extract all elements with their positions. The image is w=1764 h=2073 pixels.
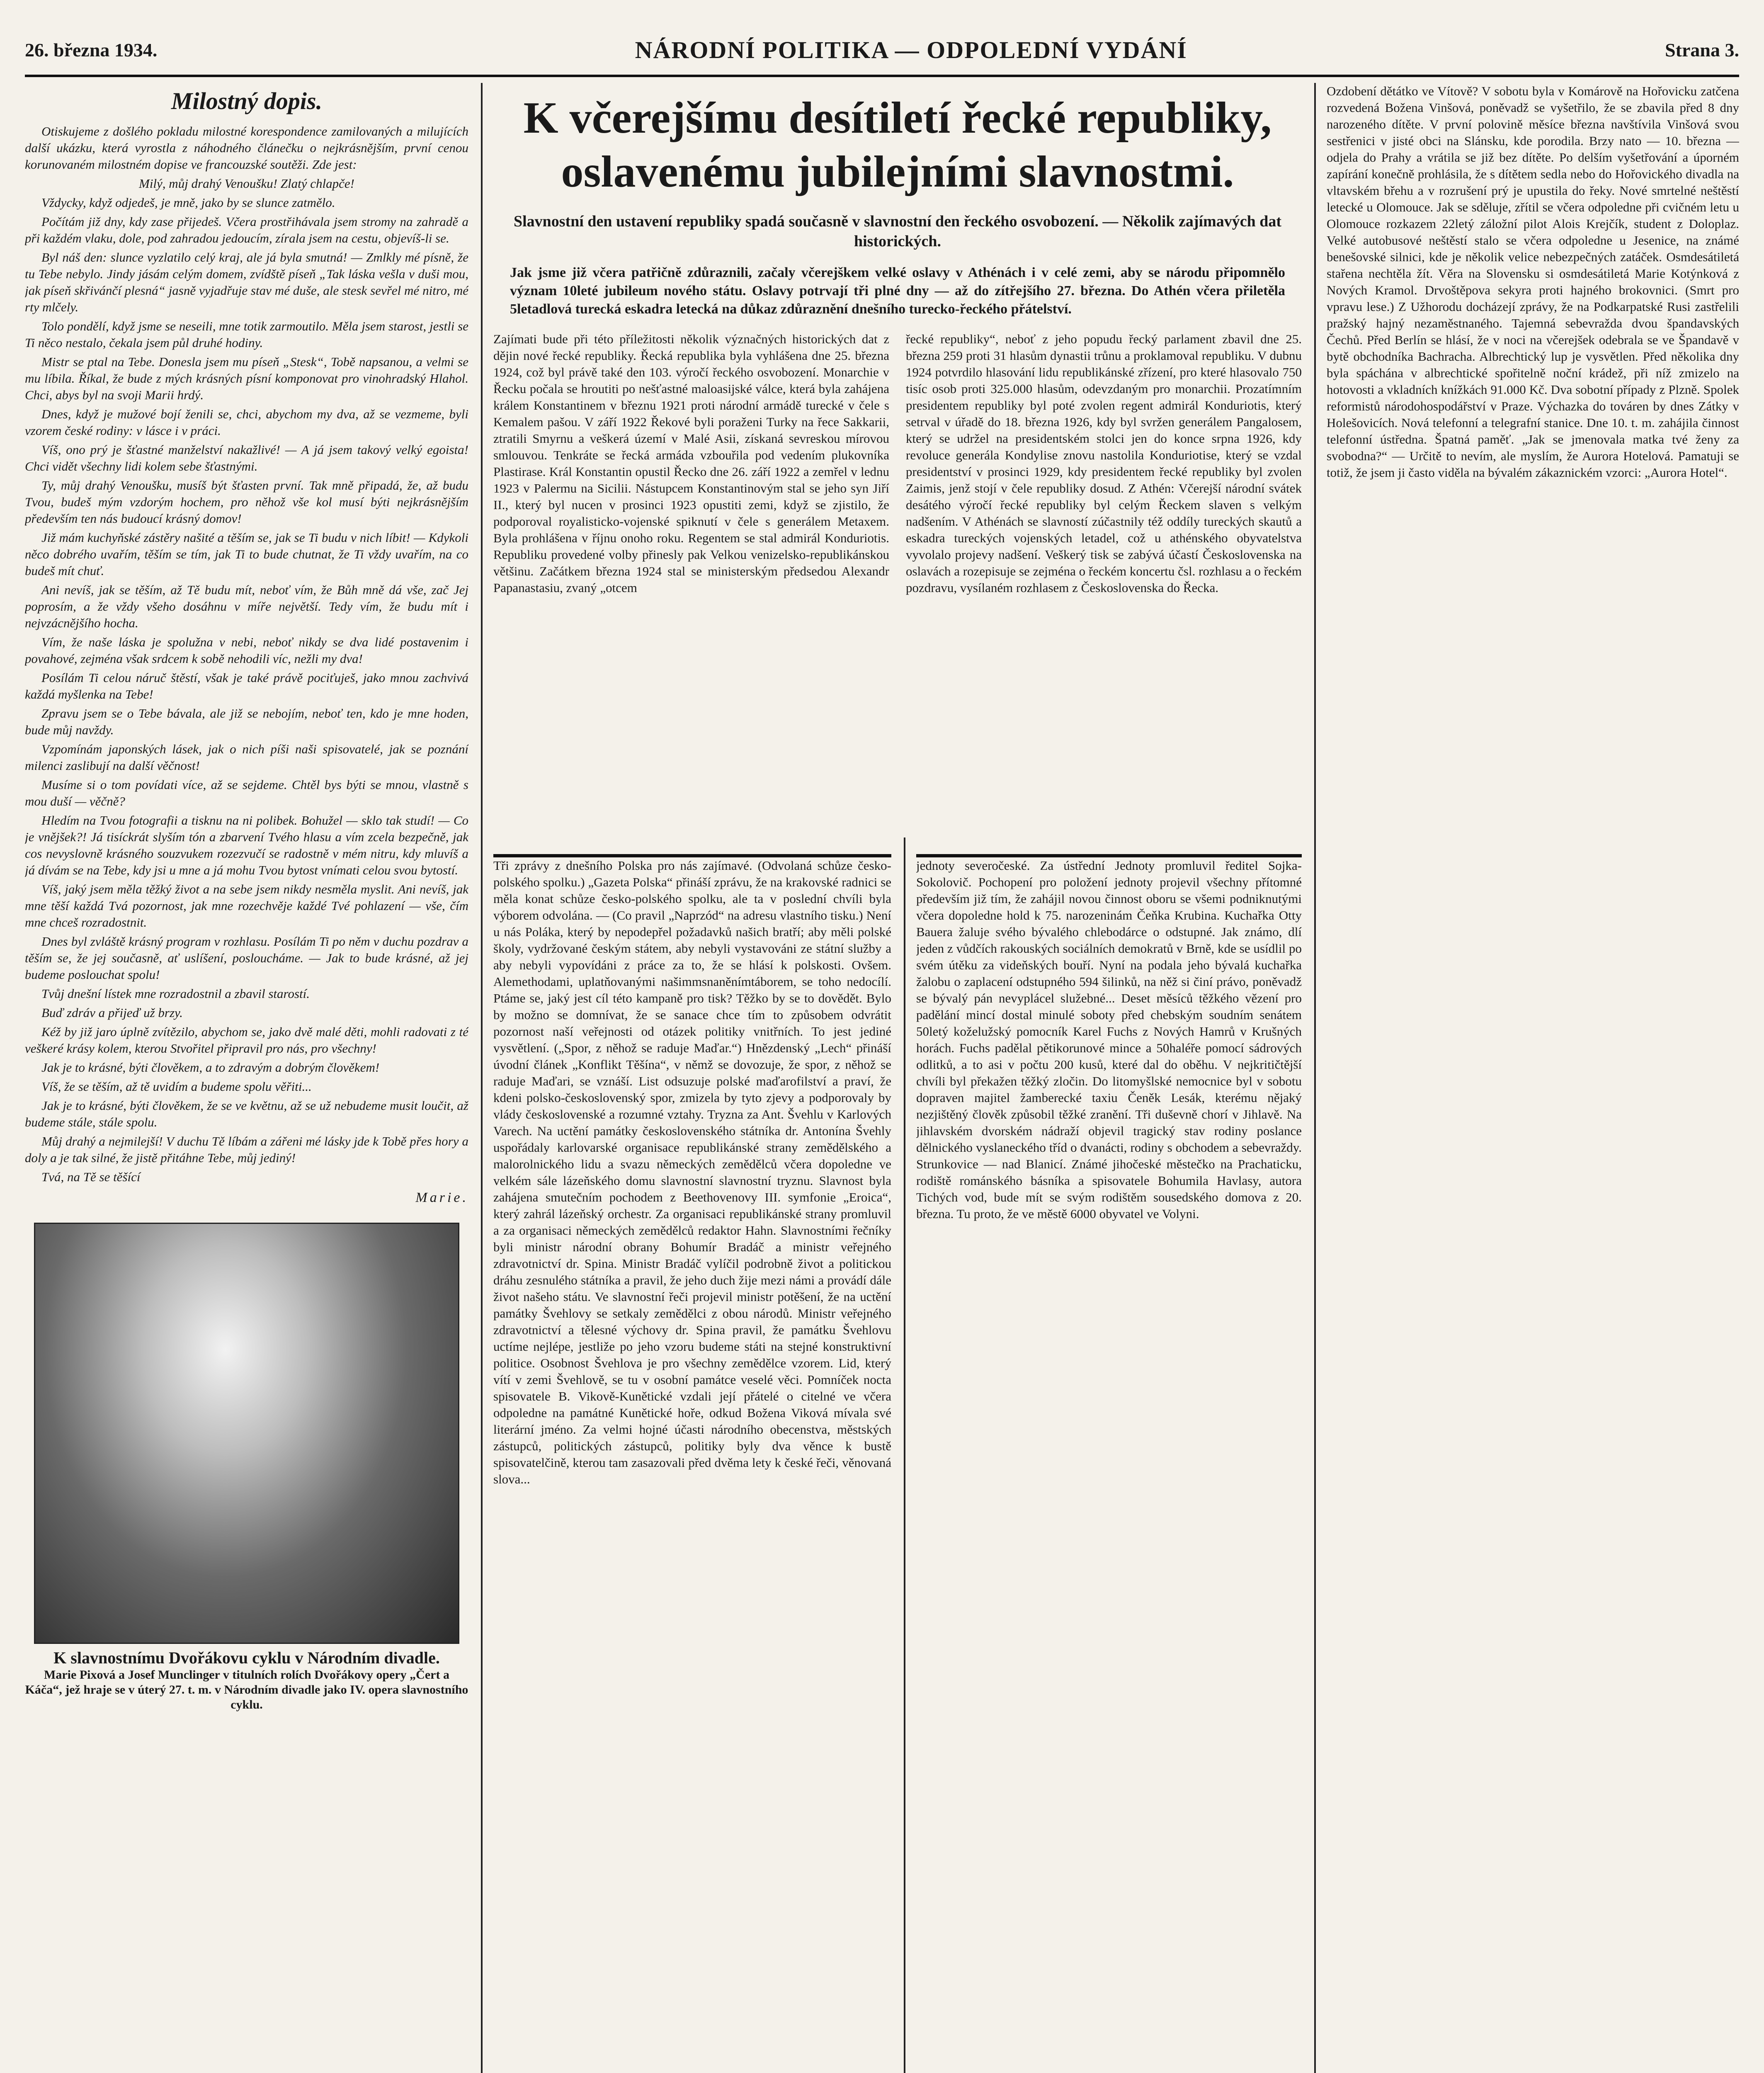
issue-date: 26. března 1934.: [25, 39, 158, 61]
love-letter-greeting: Milý, můj drahý Venoušku! Zlatý chlapče!: [139, 176, 354, 191]
article-title-love-letter: Milostný dopis.: [171, 87, 323, 114]
love-letter-paragraph: Již mám kuchyňské zástěry našité a těším se, jak se Ti budu v nich líbit! — Kdykoli něco dobrého uvařím, těším se tím, jak Ti to bude chutnat, že Ti vždy uvařím, na co budeš mít chuť.: [25, 530, 468, 578]
paper-title: NÁRODNÍ POLITIKA — ODPOLEDNÍ VYDÁNÍ: [635, 36, 1187, 63]
love-letter-paragraph: Vždycky, když odjedeš, je mně, jako by se slunce zatmělo.: [41, 195, 335, 210]
love-letter-paragraph: Počítám již dny, kdy zase přijedeš. Včera prostřihávala jsem stromy na zahradě a při každém vlaku, dole, pod zahradou jedoucím, zírala jsem na cestu, objevíš-li se.: [25, 214, 468, 245]
greek-republic-article: [493, 83, 1302, 829]
main-article-col-a: Zajímati bude při této příležitosti několik význačných historických dat z dějin nové řecké republiky. Řecká republika byla vyhlášena dne 25. března 1924, což byl právě také den 103. výročí řeckého osvobození. Monarchie v Řecku počala se hroutiti po nešťastné maloasijské válce, která byla zahájena králem Konstantinem v březnu 1921 proti národní armádě turecké v čele s Kemalem pašou. V září 1922 Řekové byli poraženi Turky na řece Sakkarii, ztratili Smyrnu a veškerá území v Malé Asii, získaná sevreskou mírovou smlouvou. Tenkráte se řecká armáda vzbouřila pod vedením plukovníka Plastirase. Král Konstantin opustil Řecko dne 26. září 1922 a zemřel v lednu 1923 v Palermu na Sicilii. Nástupcem Konstantinovým stal se jeho syn Jiří II., který byl nucen v prosinci 1923 opustiti zemi, když se zjistilo, že podporoval royalisticko-vojenské spiknutí v čele s generálem Metaxem. Byla prohlášena v říjnu onoho roku. Regentem se stal admirál Konduriotis. Republiku provedené volby přinesly pak Velkou venizelsko-republikánskou většinu. Začátkem března 1924 stal se ministerským předsedou Alexandr Papanastasiu, zvaný „otcem: [493, 332, 889, 595]
love-letter-paragraph: Víš, že se těším, až tě uvidím a budeme spolu věřiti...: [41, 1079, 312, 1094]
love-letter-paragraph: Musíme si o tom povídati více, až se sejdeme. Chtěl bys býti se mnou, vlastně s mou duší — věčně?: [25, 777, 468, 808]
love-letter-paragraph: Víš, ono prý je šťastné manželství nakažlivé! — A já jsem takový velký egoista! Chci vidět všechny lidi kolem sebe šťastnými.: [25, 442, 468, 473]
love-letter-paragraph: Buď zdráv a přijeď už brzy.: [41, 1005, 183, 1020]
photo-caption: Marie Pixová a Josef Munclinger v titulních rolích Dvořákovy opery „Čert a Káča“, jež hraje se v úterý 27. t. m. v Národním divadle jako IV. opera slavnostního cyklu.: [25, 1668, 468, 1711]
love-letter-paragraph: Víš, jaký jsem měla těžký život a na sebe jsem nikdy nesměla myslit. Ani nevíš, jak mne těší každá Tvá pozornost, jak mne rozechvěje každé Tvé pohlazení — vše, čím mne chceš rozradostnit.: [25, 882, 468, 930]
love-letter-paragraph: Tolo pondělí, když jsme se neseili, mne totik zarmoutilo. Měla jsem starost, jestli se Ti něco nestalo, čekala jsem půl druhé hodiny.: [25, 319, 468, 350]
main-headline: K včerejšímu desítiletí řecké republiky, oslavenému jubilejními slavnostmi.: [523, 93, 1272, 197]
love-letter-paragraph: Hledím na Tvou fotografii a tisknu na ni polibek. Bohužel — sklo tak studí! — Co je vnějšek?! Já tisíckrát slyším tón a zbarvení Tvého hlasu a vím zcela bezpečně, jak cos nevyslovně krásného souzvukem rozezvučí se radostně v mém nitru, kdy mluvíš a já dívám se na Tebe, kdy jsi u mne a já mohu Tvou bytost vnímati celou svou bytostí.: [25, 813, 468, 877]
love-letter-paragraph: Kéž by již jaro úplně zvítězilo, abychom se, jako dvě malé děti, mohli radovati z té veškeré krásy kolem, kterou Stvořitel připravil pro nás, pro všechny!: [25, 1024, 468, 1056]
love-letter-paragraph: Jak je to krásné, býti člověkem, a to zdravým a dobrým člověkem!: [41, 1060, 380, 1075]
news-separator: [916, 854, 1302, 857]
love-letter-paragraph: Jak je to krásné, býti člověkem, že se ve květnu, až se už nebudeme musit loučit, až budeme stále, stále spolu.: [25, 1098, 468, 1129]
love-letter-paragraph: Tvůj dnešní lístek mne rozradostnil a zbavil starostí.: [41, 986, 310, 1001]
main-subhead: Slavnostní den ustavení republiky spadá současně v slavnostní den řeckého osvobození. — Několik zajímavých dat historických.: [513, 213, 1282, 250]
main-article-col-b: řecké republiky“, neboť z jeho popudu řecký parlament zbavil dne 25. března 259 proti 31 hlasům dynastii trůnu a proklamoval republiku. V dubnu 1924 potvrdilo hlasování lidu republikánské zřízení, pro které hlasovalo 750 tisíc osob proti 325.000 hlasům, odevzdaným pro monarchii. Prozatímním presidentem republiky byl poté zvolen regent admirál Konduriotis, který setrval v úřadě do 18. března 1926, kdy byl svržen generálem Pangalosem, který se udržel na presidentském stolci jen do konce srpna 1926, kdy revoluce generála Kondylise znovu nastolila Konduriotise, který se vzdal presidentství v prosinci 1929, kdy presidentem řecké republiky byl zvolen Zaimis, jenž stojí v čele republiky dosud. Z Athén: Včerejší národní svátek desátého výročí řecké republiky byl celým Řeckem slaven s velkým nadšením. V Athénách se slavností zúčastnily též oddíly tureckých skautů a eskadra tureckých vojenských letadel, což u athénského obyvatelstva vyvolalo projevy nadšení. Veškerý tisk se zabývá účastí Československa na oslavách a rozepisuje se zejména o řeckém koncertu čsl. rozhlasu a o řeckém pozdravu, vysílaném rozhlasem z Československa do Řecka.: [906, 332, 1302, 595]
love-letter-paragraph: Vím, že naše láska je spolužna v nebi, neboť nikdy se dva lidé postavenim i povahové, zejména však srdcem k sobě nehodili víc, nežli my dva!: [25, 635, 468, 666]
love-letter-signature: Marie.: [415, 1190, 468, 1205]
news-column-right: [916, 846, 1302, 2073]
love-letter-column: [25, 83, 468, 2073]
news-items-far-right: Ozdobení dětátko ve Vítově? V sobotu byla v Komárově na Hořovicku zatčena rozvedená Božena Vinšová, poněvadž se vyšetřilo, že se zbavila před 8 dny narozeného dítěte. V první polovině měsíce března navštívila Vinšová svou sestřenici v jisté obci na Slánsku, kde porodila. Brzy nato — 10. března — odjela do Prahy a vrátila se již bez dítěte. Po delším vyšetřování a úporném zapírání konečně prohlásila, že s dítětem sedla nebo do Hořovického divadla na vltavském břehu a v rozrušení prý je upustila do řeky. Nové smrtelné neštěstí letecké u Olomouce. Jak se sděluje, zřítil se včera odpoledne při cvičném letu u Olomouce rozkazem 22letý záložní pilot Alois Krejčík, student z Doloplaz. Velké autobusové neštěstí stalo se včera odpoledne u Jesenice, na známé benešovské silnici, kde je několik velice nebezpečných zatáček. Osmdesátiletá stařena nechtěla žít. Věra na Slovensku si osmdesátiletá Marie Kotýnková z Nových Kramol. Drvoštěpova sekyra proti hajného brokovnici. (Smrt pro vpravu lese.) Z Užhorodu docházejí zprávy, že na Podkarpatské Rusi zastřelili pražský hajný nezaměstnaného. Tajemná sebevražda dvou špandavských Čechů. Před Berlín se hlásí, že v noci na včerejšek odebrala se ve Špandavě v bytě obchodníka Bachracha. Albrechtický lup je vysvětlen. Před několika dny byla spáchána v albrechtické spořitelně noční krádež, při níž zmizelo na hotovosti a vkladních knížkách 91.000 Kč. Dva sobotní případy z Plzně. Spolek reformistů národohospodářství v Praze. Výchazka do továren by dnes Zátky v Holešovicích. Nová telefonní a telegrafní stanice. Dne 10. t. m. zahájila činnost telefonní ústředna. Špatná paměť. „Jak se jmenovala matka tvé ženy za svobodna?“ — Určitě to nevím, ale myslím, že Aurora Hotelová. Pamatuji se totiž, že jsem ji často viděla na bývalém zákaznickém vzorci: „Aurora Hotel“.: [1327, 84, 1739, 480]
love-letter-body: [25, 123, 468, 1206]
news-items-right: jednoty severočeské. Za ústřední Jednoty promluvil ředitel Sojka-Sokolovič. Pochopení pro položení jednoty projevil všechny přítomné především již tím, že zahájil novou činnost oboru se všemi podniknutými včera dopoledne hold k 75. narozeninám Čeňka Krubina. Kuchařka Otty Bauera žaluje svého bývalého chlebodárce o odstupné. Jak známo, dlí jeden z vůdčích rakouských sociálních demokratů v Brně, kde se usídlil po svém útěku za videňských bouří. Nyní na podala jeho bývalá kuchařka žalobu o zaplacení odstupného 594 šilinků, na něž si činí právo, poněvadž se bývalý pán nevyplácel služebné... Deset měsíců těžkého vězení pro padělání mincí dostal minulé soboty před chebským soudním senátem 50letý koželužský pomocník Karel Fuchs z Nových Hamrů v Krušných horách. Fuchs padělal pětikorunové mince a 50haléře pomocí sádrových odlitků, a to asi v počtu 200 kusů, které dal do oběhu. V nejkritičtější chvíli byl překažen těžký zločin. Do litomyšlské nemocnice byl v sobotu dopraven majitel žamberecké taxiu Čeněk Lesák, kterému nějaký nezjištěný člověk způsobil těžké zranění. Tři duševně chorí v Jihlavě. Na jihlavském dvorském nádraží objevil tragický stav rodiny poslance dělnického vyslaneckého tříd o dvanácti, rodiny s obchodem a sebevraždy. Strunkovice — nad Blanicí. Známé jihočeské městečko na Prachaticku, rodiště románského básníka a spisovatele Bohumila Havlasy, autora Tichých vod, bude mít se svým rodištěm sousedského domova z 20. března. Tu proto, že ve městě 6000 obyvatel ve Volyni.: [916, 858, 1302, 1221]
love-letter-paragraph: Ty, můj drahý Venoušku, musíš být šťasten první. Tak mně připadá, že, až budu Tvou, budeš mým vzdorým hochem, pro něhož vše kol musí býti nejkrásnějším především ten nás budoucí krásný domov!: [25, 478, 468, 526]
opera-photo: [34, 1223, 459, 1644]
news-column-far-right: [1327, 83, 1739, 2073]
news-separator: [493, 854, 891, 857]
love-letter-paragraph: Vzpomínám japonských lásek, jak o nich píši naši spisovatelé, jak se poznání milenci zaslibují na další věčnost!: [25, 742, 468, 773]
love-letter-paragraph: Dnes byl zvláště krásný program v rozhlasu. Posílám Ti po něm v duchu pozdrav a těším se, že jej současně, ať uslíšení, posloucháme. — Jak to bude krásné, až jej budeme poslouchat spolu!: [25, 934, 468, 982]
column-rule: [481, 83, 483, 2073]
love-letter-paragraph: Tvá, na Tě se těšící: [41, 1170, 141, 1184]
love-letter-paragraphs: [25, 194, 468, 1185]
love-letter-paragraph: Můj drahý a nejmilejší! V duchu Tě líbám a zářeni mé lásky jde k Tobě přes hory a doly a je tak silné, že jistě přitáhne Tebe, můj jediný!: [25, 1134, 468, 1165]
news-column-left: [493, 846, 891, 2073]
column-rule: [1314, 83, 1316, 2073]
love-letter-intro: Otiskujeme z došlého pokladu milostné korespondence zamilovaných a milujících další ukázku, která vyrostla z náhodného článečku o nejkrásnějším, první cenou korunovaném milostném dopise ve francouzské soutěži. Zde jest:: [25, 124, 468, 172]
page-number: Strana 3.: [1665, 39, 1739, 61]
love-letter-paragraph: Zpravu jsem se o Tebe bávala, ale již se nebojím, neboť ten, kdo je mne hoden, bude můj navždy.: [25, 706, 468, 737]
love-letter-paragraph: Mistr se ptal na Tebe. Donesla jsem mu píseň „Stesk“, Tobě napsanou, a velmi se mu líbila. Říkal, že bude z mých krásných písní komponovat pro vinohradský Hlahol. Chci, abys byl na svoji Marii hrdý.: [25, 354, 468, 402]
column-rule: [904, 837, 905, 2073]
newspaper-page: [25, 25, 1739, 2073]
love-letter-paragraph: Dnes, když je mužové bojí ženili se, chci, abychom my dva, až se vezmeme, byli vzorem české rodiny: v lásce i v práci.: [25, 407, 468, 438]
main-lead: Jak jsme již včera patřičně zdůraznili, začaly včerejškem velké oslavy v Athénách i v celé zemi, aby se národu připomnělo význam 10leté jubileum nového státu. Oslavy potrvají tři plné dny — až do zítřejšího 27. března. Do Athén včera přiletěla 5letadlová turecká eskadra letecká na důkaz zdůraznění dnešního turecko-řeckého přátelství.: [510, 265, 1285, 317]
news-items-left: Tři zprávy z dnešního Polska pro nás zajímavé. (Odvolaná schůze česko-polského spolku.) „Gazeta Polska“ přináší zprávu, že na krakovské radnici se měla konat schůze česko-polského spolku, ale ta v poslední chvíli byla výborem odvolána. — (Co pravil „Naprzód“ na adresu vlastního tisku.) Není u nás Poláka, který by nepodepřel požadavků našich bratří; aby měli polské školy, vydržované českým státem, aby nebyli vystavováni ze státní služby a aby nebyli vypovídáni z práce za to, že se hlásí k polskosti. Ovšem. Alemethodami, uplatňovanými našimmsnaněnímtáborem, se toho nedocílí. Ptáme se, jaký jest cíl této kampaně pro tisk? Těžko by se to dovědět. Bylo by možno se domnívat, že se sanace chce tím to způsobem odvrátit pozornost naší veřejnosti od otázek politiky vnitřních. To jest jediné vysvětlení. („Spor, z něhož se raduje Maďar.“) Hnězdenský „Lech“ přináší úvodní článek „Konflikt Těšína“, v němž se dovozuje, že spor, z něhož se raduje Maďari, se vznáší. List odsuzuje polské maďarofilství a praví, že kdeni polsko-československý spor, zmizela by tyto zjevy a podporovaly by vlády československé a rozumné vztahy. Tryzna za Ant. Švehlu v Karlových Varech. Na uctění památky československého státníka dr. Antonína Švehly uspořádaly karlovarské organisace republikánské strany zemědělského a malorolnického lidu a svazu německých zemědělců včera dopoledne ve velkém sále lázeňského domu slavnostní slavnostní tryznu. Slavnost byla zahájena smutečním pochodem z Beethovenovy III. symfonie „Eroica“, který zahrál lázeňský orchestr. Za organisaci republikánské strany promluvil a za organisaci německých zemědělců redaktor Hahn. Slavnostními řečníky byli ministr národní obrany Bohumír Bradáč a ministr veřejného zdravotnictví dr. Spina. Ministr Bradáč vylíčil podrobně život a politickou dráhu zesnulého státníka a pravil, že jeho duch žije mezi námi a provádí dále život našeho státu. Ve slavnostní řeči projevil ministr potěšení, že na uctění památky Švehlovy se setkaly zemědělci z obou národů. Ministr veřejného zdravotnictví a tělesné výchovy dr. Spina pravil, že památku Švehlovu uctíme nejlépe, jestliže po jeho vzoru budeme státi na stejné konstruktivní politice. Osobnost Švehlova je pro všechny zemědělce vzorem. Lid, který vítí v zemi Švehlově, se tu v osobní památce veselé věci. Pomníček nocta spisovatele B. Vikově-Kunětické vzdali její přátelé o citelné ve včera odpoledne na památné Kunětické hoře, odkud Božena Viková mívala své literární jméno. Za velmi hojné účasti národního obecenstva, městských zástupců, politických zástupců, politiky byly dva věnce k bustě spisovatelčině, kterou tam zasazovali před dvěma lety k české řeči, věnovaná slova...: [493, 858, 891, 1486]
main-article-columns: [493, 331, 1302, 596]
love-letter-paragraph: Ani nevíš, jak se těším, až Tě budu mít, neboť vím, že Bůh mně dá vše, zač Jej poprosím, a že vždy všeho dosáhnu v míře největší. Tedy vím, že budu mít i nejvzácnějšího hocha.: [25, 583, 468, 630]
photo-caption-title: K slavnostnímu Dvořákovu cyklu v Národním divadle.: [53, 1648, 440, 1667]
love-letter-paragraph: Byl náš den: slunce vyzlatilo celý kraj, ale já byla smutná! — Zmlkly mé písně, že tu Tebe nebylo. Jindy jásám celým domem, zvídště píseň „Tak láska vešla v duši mou, jak píseň skřivánčí plesná“ jasně vyjadřuje stav mé duše, ale stesk sevřel mé nitro, mé rty mlčely.: [25, 250, 468, 314]
masthead: [25, 25, 1739, 77]
love-letter-paragraph: Posílám Ti celou náruč štěstí, však je také právě pociťuješ, jako mnou zachvivá každá myšlenka na Tebe!: [25, 670, 468, 702]
